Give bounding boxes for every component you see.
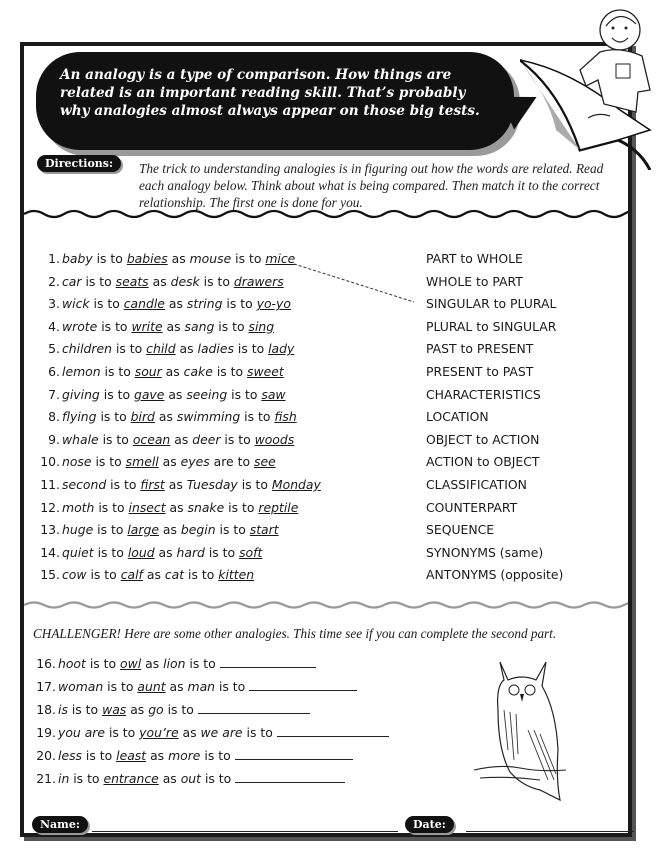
word-b: candle [123, 296, 165, 312]
relation-text: is to [93, 522, 128, 538]
word-a: whale [62, 431, 99, 447]
connector-text: as [178, 725, 201, 740]
item-number: 19. [36, 725, 56, 740]
item-number: 6. [48, 363, 60, 379]
relation-text: is to [93, 544, 128, 560]
relation-text: is to [103, 679, 138, 694]
item-number: 2. [48, 273, 60, 289]
item-number: 5. [48, 341, 60, 357]
item-number: 3. [48, 296, 60, 312]
relationship-option[interactable]: PRESENT to PAST [426, 363, 534, 379]
speech-bubble [36, 52, 514, 150]
connector-text: as [164, 296, 187, 312]
relation-text: is to [163, 702, 198, 717]
word-b: entrance [103, 771, 159, 786]
challenger-list [32, 654, 389, 792]
connector-text: as [146, 748, 169, 763]
relation-text: is to [98, 431, 133, 447]
relation-text: is to [233, 341, 269, 357]
word-d: mice [265, 251, 296, 266]
analogy-item [36, 544, 321, 567]
word-b: gave [133, 386, 165, 402]
connector-text: as [164, 386, 187, 402]
directions-text: The trick to understanding analogies is in figuring out how the words are related. Read each analogy below. Think about what is being compared. Then match it to the correct relationship. The first one is done for you. [139, 161, 604, 210]
analogy-item [36, 340, 321, 363]
word-a: nose [62, 454, 92, 470]
connector-text: as [162, 318, 185, 334]
word-b: was [102, 702, 127, 717]
word-b: ocean [132, 431, 171, 447]
word-a: in [58, 771, 70, 786]
challenger-item [32, 654, 389, 677]
word-d: sing [248, 318, 275, 334]
word-a: quiet [62, 544, 94, 560]
connector-text: as [158, 771, 181, 786]
relation-text: is to [81, 748, 117, 763]
item-number: 16. [36, 656, 56, 671]
wavy-divider [24, 204, 628, 224]
word-b: loud [127, 544, 155, 560]
relation-text: is to [100, 363, 135, 379]
relation-text: is to [242, 725, 277, 740]
connector-text: as [165, 499, 188, 515]
answer-blank[interactable] [198, 700, 310, 714]
relation-text: is to [220, 431, 255, 447]
word-a: woman [58, 679, 104, 694]
word-a: children [62, 341, 112, 357]
challenger-item [32, 677, 389, 700]
relation-text: is to [215, 522, 250, 538]
word-b: least [116, 748, 147, 763]
answer-blank[interactable] [249, 677, 357, 691]
connector-text: as [170, 431, 193, 447]
word-a: giving [62, 386, 100, 402]
word-c: snake [187, 499, 225, 515]
item-number: 13. [40, 522, 60, 538]
word-b: insect [128, 499, 166, 515]
item-number: 7. [48, 386, 60, 402]
relationship-option[interactable]: OBJECT to ACTION [426, 431, 540, 447]
analogy-item [36, 273, 321, 296]
word-a: lemon [62, 363, 101, 379]
word-a: cow [62, 567, 87, 583]
word-a: moth [62, 499, 95, 515]
relation-text: is to [67, 702, 103, 717]
analogy-item [36, 318, 321, 341]
word-c: string [186, 296, 223, 312]
relation-text: is to [199, 273, 234, 289]
relation-text: is to [231, 251, 266, 266]
item-number: 14. [40, 544, 60, 560]
date-input-line[interactable] [466, 831, 634, 832]
analogy-item [36, 566, 321, 589]
item-number: 8. [48, 409, 60, 425]
relation-text: is to [86, 567, 121, 583]
word-a: baby [62, 251, 93, 266]
relation-text: is to [240, 409, 275, 425]
connector-text: as [158, 454, 181, 470]
challenger-item [32, 723, 389, 746]
item-number: 10. [40, 454, 60, 470]
word-c: ladies [197, 341, 234, 357]
word-a: second [62, 476, 107, 492]
word-b: calf [120, 567, 143, 583]
relation-text: is to [85, 656, 121, 671]
relationship-option[interactable]: CLASSIFICATION [426, 476, 527, 492]
name-label: Name: [32, 816, 88, 833]
challenger-item [32, 700, 389, 723]
relationship-option[interactable]: LOCATION [426, 409, 489, 425]
relationship-option[interactable]: PART to WHOLE [426, 251, 523, 266]
word-a: car [62, 273, 82, 289]
bubble-line: why analogies almost always appear on those big tests. [60, 103, 480, 119]
relation-text: is to [97, 318, 132, 334]
analogy-item [36, 476, 321, 499]
word-d: woods [254, 431, 295, 447]
item-number: 4. [48, 318, 60, 334]
word-c: we are [200, 725, 243, 740]
word-b: seats [115, 273, 149, 289]
word-c: cat [164, 567, 185, 583]
relation-text: is to [96, 409, 131, 425]
word-c: out [180, 771, 201, 786]
owl-illustration [470, 650, 580, 810]
relation-text: is to [99, 386, 134, 402]
relation-text: is to [94, 499, 129, 515]
connector-text: as [154, 544, 177, 560]
relationship-option[interactable]: WHOLE to PART [426, 273, 523, 289]
item-number: 18. [36, 702, 56, 717]
item-number: 12. [40, 499, 60, 515]
analogy-item [36, 363, 321, 386]
connector-text: as [148, 273, 171, 289]
word-d: soft [239, 544, 263, 560]
relation-text: is to [212, 363, 248, 379]
relation-text: is to [237, 476, 272, 492]
word-d: reptile [258, 499, 299, 515]
word-b: first [140, 476, 165, 492]
item-number: 21. [36, 771, 56, 786]
word-c: man [187, 679, 216, 694]
relation-text: is to [106, 476, 141, 492]
word-d: start [249, 522, 279, 538]
relation-text: is to [81, 273, 116, 289]
item-number: 9. [48, 431, 60, 447]
relation-text: is to [214, 318, 249, 334]
word-b: smell [125, 454, 159, 470]
relation-text: is to [92, 251, 127, 266]
word-b: child [146, 341, 176, 357]
relationship-option[interactable]: CHARACTERISTICS [426, 386, 541, 402]
connector-text: as [167, 251, 190, 266]
word-c: begin [180, 522, 216, 538]
challenger-item [32, 746, 389, 769]
analogy-item [36, 250, 321, 273]
word-d: saw [261, 386, 286, 402]
analogy-item [36, 431, 321, 454]
word-a: less [58, 748, 82, 763]
relationship-option[interactable]: PLURAL to SINGULAR [426, 318, 557, 334]
word-b: bird [130, 409, 155, 425]
item-number: 20. [36, 748, 56, 763]
analogy-item [36, 453, 321, 476]
word-c: desk [170, 273, 200, 289]
bubble-line: An analogy is a type of comparison. How things are [60, 67, 452, 83]
word-c: more [168, 748, 201, 763]
date-label: Date: [405, 816, 454, 833]
word-c: go [148, 702, 164, 717]
analogy-item [36, 499, 321, 522]
answer-blank[interactable] [235, 746, 353, 760]
name-input-line[interactable] [92, 831, 398, 832]
word-b: babies [126, 251, 168, 266]
relation-text: is to [184, 567, 219, 583]
word-d: Monday [271, 476, 321, 492]
relationship-option[interactable]: ANTONYMS (opposite) [426, 567, 564, 583]
bubble-line: related is an important reading skill. That’s probably [60, 85, 466, 101]
connector-text: as [142, 567, 165, 583]
word-c: cake [183, 363, 213, 379]
relationship-list [426, 250, 563, 589]
word-c: sang [184, 318, 215, 334]
word-c: hard [176, 544, 205, 560]
item-number: 17. [36, 679, 56, 694]
word-d: lady [268, 341, 295, 357]
connector-text: as [164, 476, 187, 492]
relation-text: is to [200, 748, 235, 763]
word-b: sour [134, 363, 162, 379]
wavy-divider-gray [24, 595, 628, 615]
connector-text: as [161, 363, 184, 379]
word-c: lion [163, 656, 186, 671]
relation-text: is to [227, 386, 262, 402]
word-d: yo-yo [256, 296, 291, 312]
relation-text: is to [201, 771, 236, 786]
relation-text: is to [91, 454, 126, 470]
answer-blank[interactable] [220, 654, 316, 668]
answer-blank[interactable] [235, 769, 345, 783]
relation-text: is to [215, 679, 250, 694]
word-b: aunt [137, 679, 166, 694]
connector-text: as [126, 702, 149, 717]
analogy-item [36, 386, 321, 409]
word-c: seeing [186, 386, 228, 402]
relation-text: is to [204, 544, 240, 560]
relation-text: is to [105, 725, 140, 740]
word-c: mouse [189, 251, 232, 266]
word-d: sweet [247, 363, 284, 379]
relation-text: is to [69, 771, 104, 786]
example-match-line [290, 258, 420, 308]
word-d: kitten [218, 567, 255, 583]
relation-text: is to [89, 296, 124, 312]
analogy-item [36, 408, 321, 431]
relation-text: is to [112, 341, 147, 357]
item-number: 11. [40, 476, 60, 492]
word-b: you’re [139, 725, 179, 740]
directions-badge: Directions: [37, 155, 121, 172]
relationship-option[interactable]: ACTION to OBJECT [426, 454, 540, 470]
word-a: wrote [62, 318, 98, 334]
word-b: large [127, 522, 159, 538]
word-b: owl [120, 656, 142, 671]
item-number: 1. [48, 251, 60, 266]
word-d: see [254, 454, 276, 470]
relationship-option[interactable]: SINGULAR to PLURAL [426, 296, 557, 312]
relation-text: are to [209, 454, 254, 470]
item-number: 15. [40, 567, 60, 583]
connector-text: as [141, 656, 164, 671]
word-c: deer [192, 431, 221, 447]
connector-text: as [165, 679, 188, 694]
word-c: Tuesday [186, 476, 238, 492]
analogy-item [36, 521, 321, 544]
connector-text: as [154, 409, 177, 425]
challenger-item [32, 769, 389, 792]
word-d: fish [274, 409, 297, 425]
word-a: hoot [58, 656, 86, 671]
analogy-item [36, 295, 321, 318]
connector-text: as [158, 522, 181, 538]
boy-page-curl-illustration [520, 0, 669, 170]
relation-text: is to [224, 499, 259, 515]
relationship-option[interactable]: COUNTERPART [426, 499, 518, 515]
word-a: flying [62, 409, 97, 425]
relationship-option[interactable]: PAST to PRESENT [426, 341, 534, 357]
word-a: huge [62, 522, 94, 538]
relation-text: is to [222, 296, 257, 312]
analogy-list [36, 250, 321, 589]
word-c: swimming [176, 409, 241, 425]
relationship-option[interactable]: SYNONYMS (same) [426, 544, 544, 560]
word-d: drawers [233, 273, 284, 289]
word-a: wick [62, 296, 90, 312]
relation-text: is to [185, 656, 220, 671]
answer-blank[interactable] [277, 723, 389, 737]
word-a: you are [58, 725, 106, 740]
word-a: is [58, 702, 68, 717]
relationship-option[interactable]: SEQUENCE [426, 522, 495, 538]
challenger-instructions: CHALLENGER! Here are some other analogies. This time see if you can complete the second part. [33, 626, 557, 641]
connector-text: as [175, 341, 198, 357]
word-b: write [131, 318, 163, 334]
word-c: eyes [180, 454, 210, 470]
